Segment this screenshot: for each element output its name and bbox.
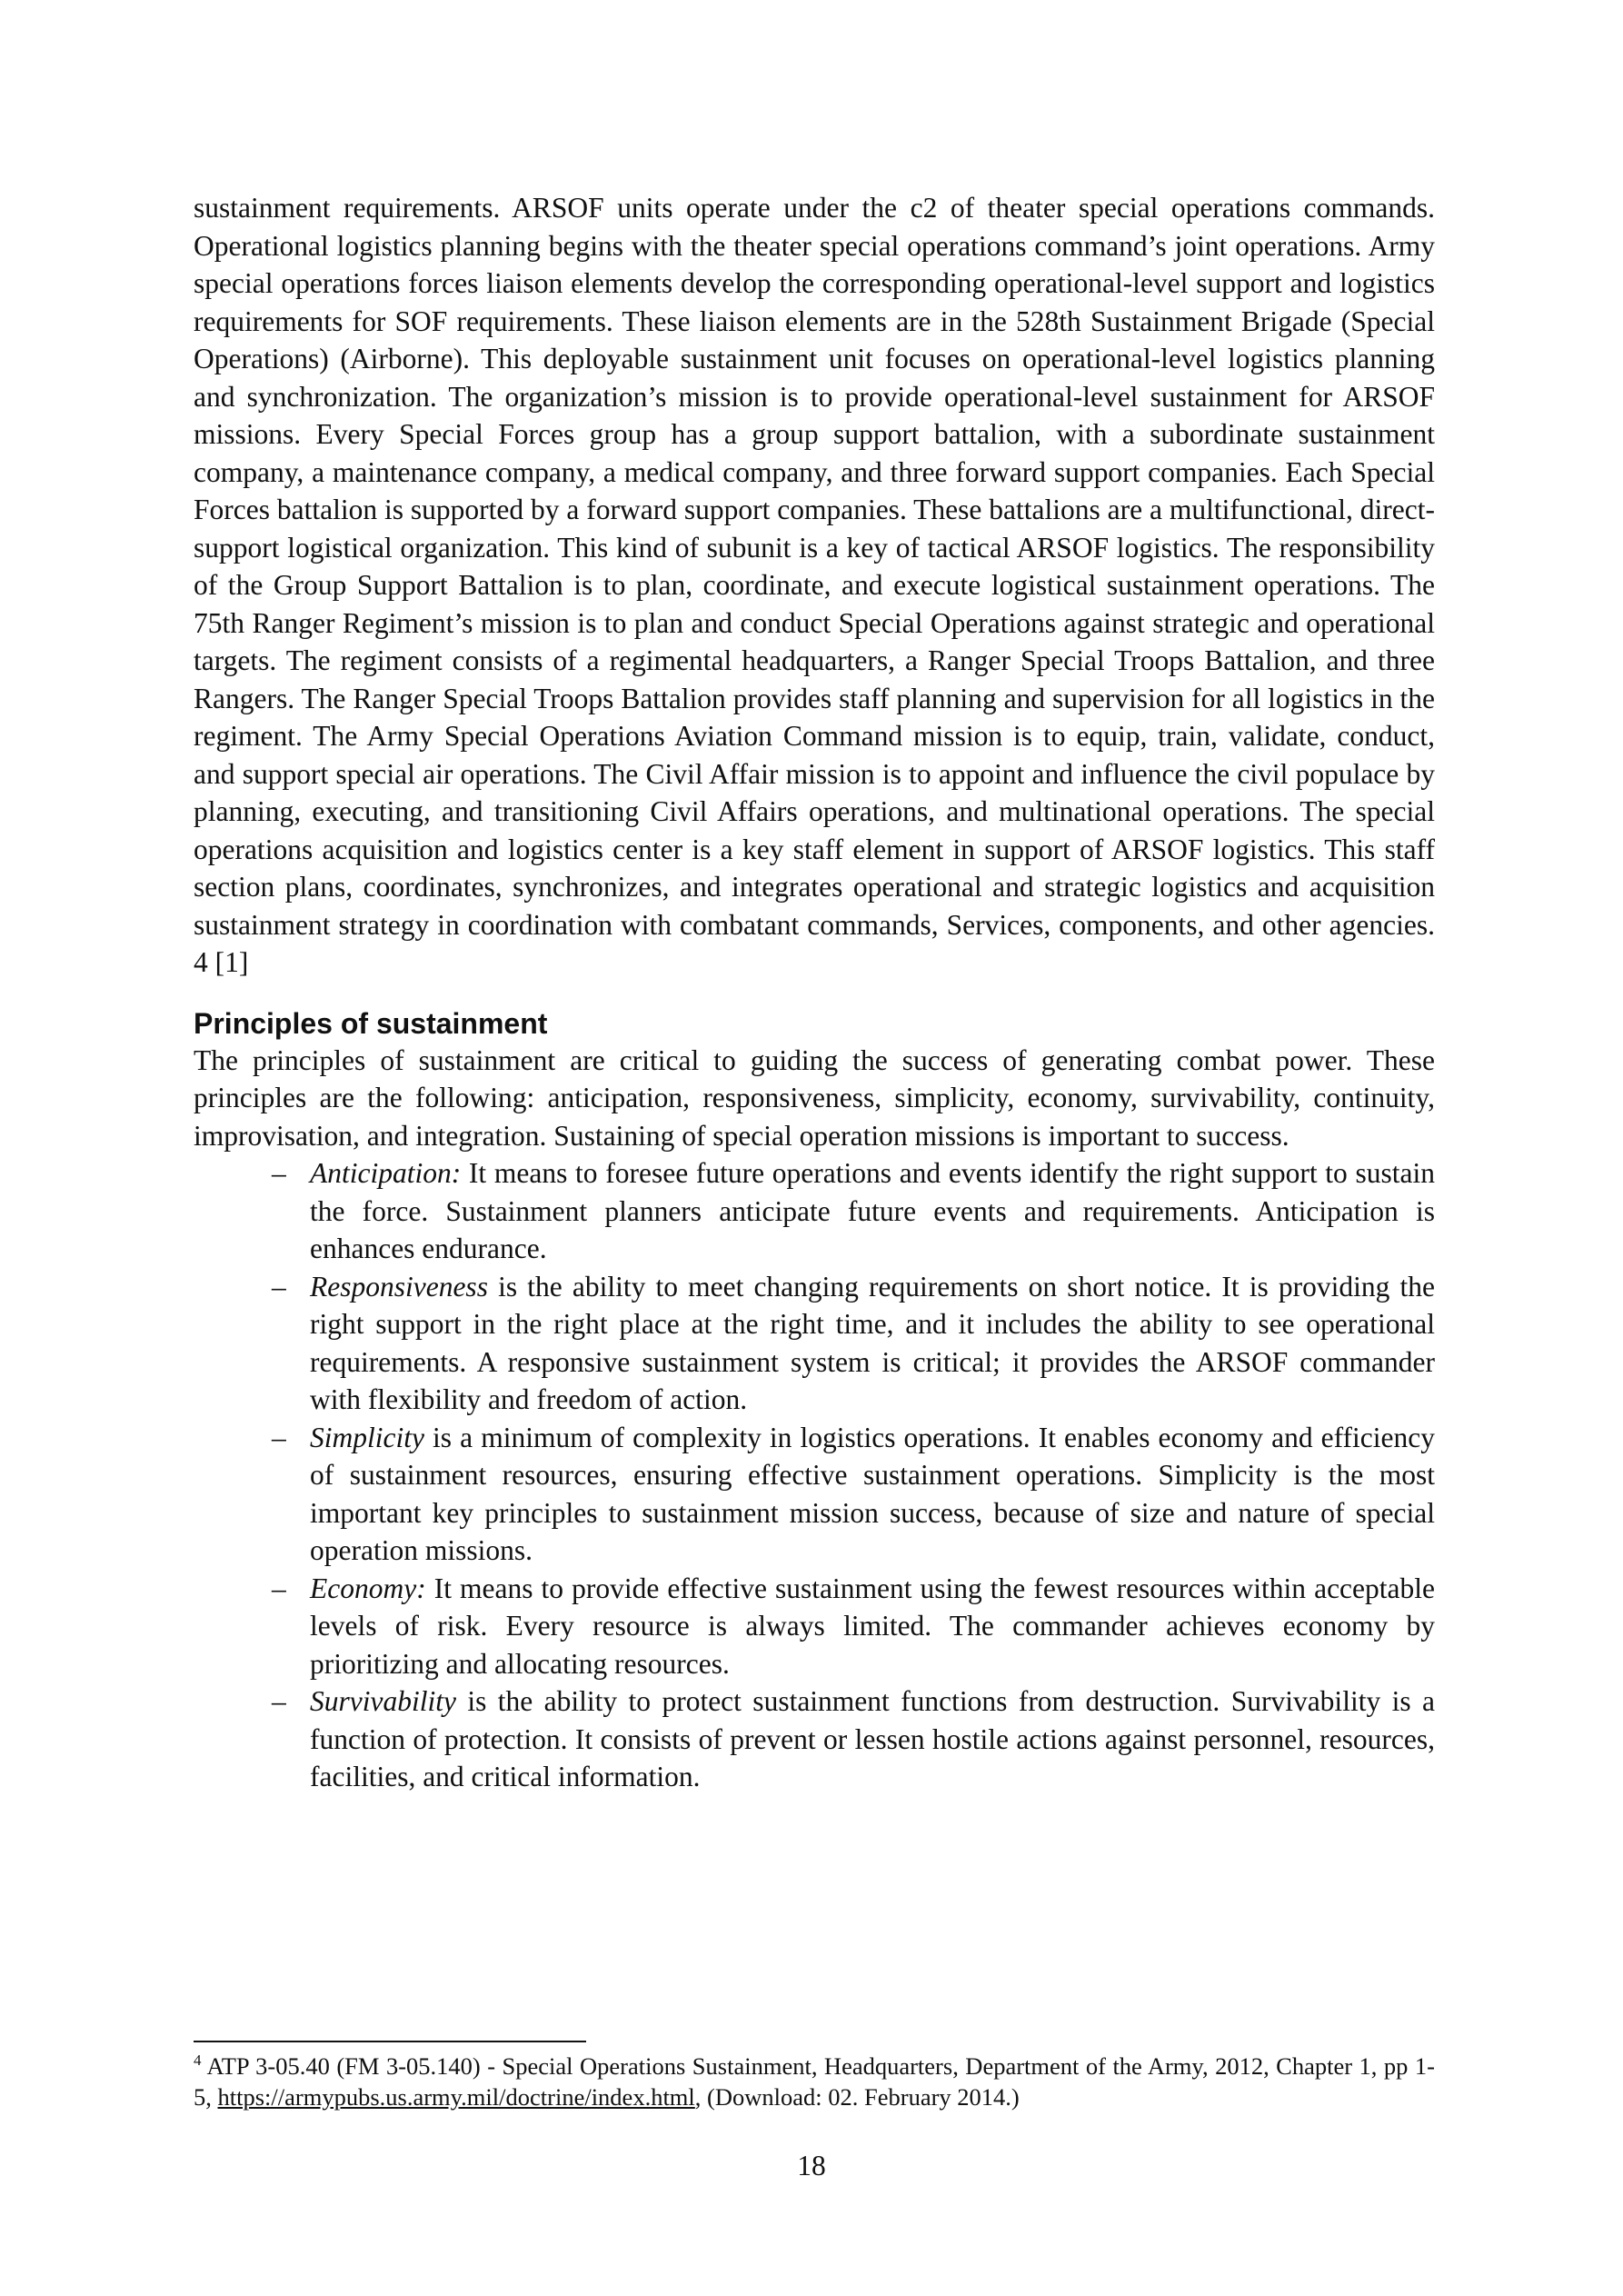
list-item (194, 1570, 1435, 1683)
section-paragraph: The principles of sustainment are critical to guiding the success of generating combat power. These principles are the following: anticipation, responsiveness, simplicity, economy, survivability, continuity, improvisation, and integration. Sustaining of special operation missions is important to success. (194, 1043, 1435, 1152)
list-dash: – (272, 1270, 286, 1303)
list-item (194, 1682, 1435, 1796)
footnote-text: ATP 3-05.40 (FM 3-05.140) - Special Operations Sustainment, Headquarters, Department of the Army, 2012, Chapter 1, pp 1-5, (194, 2052, 1435, 2111)
principle-term: Anticipation: (310, 1157, 462, 1189)
list-dash: – (272, 1685, 286, 1717)
principle-text: It means to foresee future operations and events identify the right support to sustain the force. Sustainment planners anticipate future events and requirements. Anticipation is enhances endurance. (310, 1157, 1435, 1264)
list-item (194, 1419, 1435, 1570)
principle-term: Economy: (310, 1572, 426, 1604)
principle-term: Simplicity (310, 1421, 424, 1453)
footnote-link[interactable]: https://armypubs.us.army.mil/doctrine/index.html (217, 2083, 695, 2111)
principle-text: is a minimum of complexity in logistics operations. It enables economy and efficiency of sustainment resources, ensuring effective sustainment operations. Simplicity is the most important key principles to sustainment mission success, because of size and nature of special operation missions. (310, 1421, 1435, 1566)
list-item (194, 1154, 1435, 1268)
principle-text: is the ability to meet changing requirements on short notice. It is providing the right support in the right place at the right time, and it includes the ability to see operational requirements. A responsive sustainment system is critical; it provides the ARSOF commander with flexibility and freedom of action. (310, 1270, 1435, 1415)
principle-term: Responsiveness (310, 1270, 488, 1303)
principles-list (194, 1154, 1435, 1796)
list-dash: – (272, 1421, 286, 1453)
footnote-text-end: , (Download: 02. February 2014.) (694, 2083, 1020, 2111)
principle-text: It means to provide effective sustainment using the fewest resources within acceptable levels of risk. Every resource is always limited. The commander achieves economy by prioritizing and allocating resources. (310, 1572, 1435, 1680)
main-text (194, 189, 1435, 1796)
intro-paragraph: sustainment requirements. ARSOF units operate under the c2 of theater special operations commands. Operational logistics planning begins with the theater special operations command’s joint operations. Army special operations forces liaison elements develop the corresponding operational-level support and logistics requirements for SOF requirements. These liaison elements are in the 528th Sustainment Brigade (Special Operations) (Airborne). This deployable sustainment unit focuses on operational-level logistics planning and synchronization. The organization’s mission is to provide operational-level sustainment for ARSOF missions. Every Special Forces group has a group support battalion, with a subordinate sustainment company, a maintenance company, a medical company, and three forward support companies. Each Special Forces battalion is supported by a forward support companies. These battalions are a multifunctional, direct-support logistical organization. This kind of subunit is a key of tactical ARSOF logistics. The responsibility of the Group Support Battalion is to plan, coordinate, and execute logistical sustainment operations. The 75th Ranger Regiment’s mission is to plan and conduct Special Operations against strategic and operational targets. The regiment consists of a regimental headquarters, a Ranger Special Troops Battalion, and three Rangers. The Ranger Special Troops Battalion provides staff planning and supervision for all logistics in the regiment. The Army Special Operations Aviation Command mission is to equip, train, validate, conduct, and support special air operations. The Civil Affair mission is to appoint and influence the civil populace by planning, executing, and transitioning Civil Affairs operations, and multinational operations. The special operations acquisition and logistics center is a key staff element in support of ARSOF logistics. This staff section plans, coordinates, synchronizes, and integrates operational and strategic logistics and acquisition sustainment strategy in coordination with combatant commands, Services, components, and other agencies. 4 [1] (194, 192, 1435, 978)
list-dash: – (272, 1572, 286, 1604)
footnote (194, 2051, 1435, 2112)
list-item (194, 1268, 1435, 1419)
principle-text: is the ability to protect sustainment functions from destruction. Survivability is a function of protection. It consists of prevent or lessen hostile actions against personnel, resources, facilities, and critical information. (310, 1685, 1435, 1792)
footnote-marker: 4 (194, 2051, 202, 2070)
page-number: 18 (797, 2150, 826, 2181)
list-dash: – (272, 1157, 286, 1189)
principle-term: Survivability (310, 1685, 456, 1717)
section-heading: Principles of sustainment (194, 1006, 548, 1040)
footnote-separator (194, 2041, 586, 2042)
